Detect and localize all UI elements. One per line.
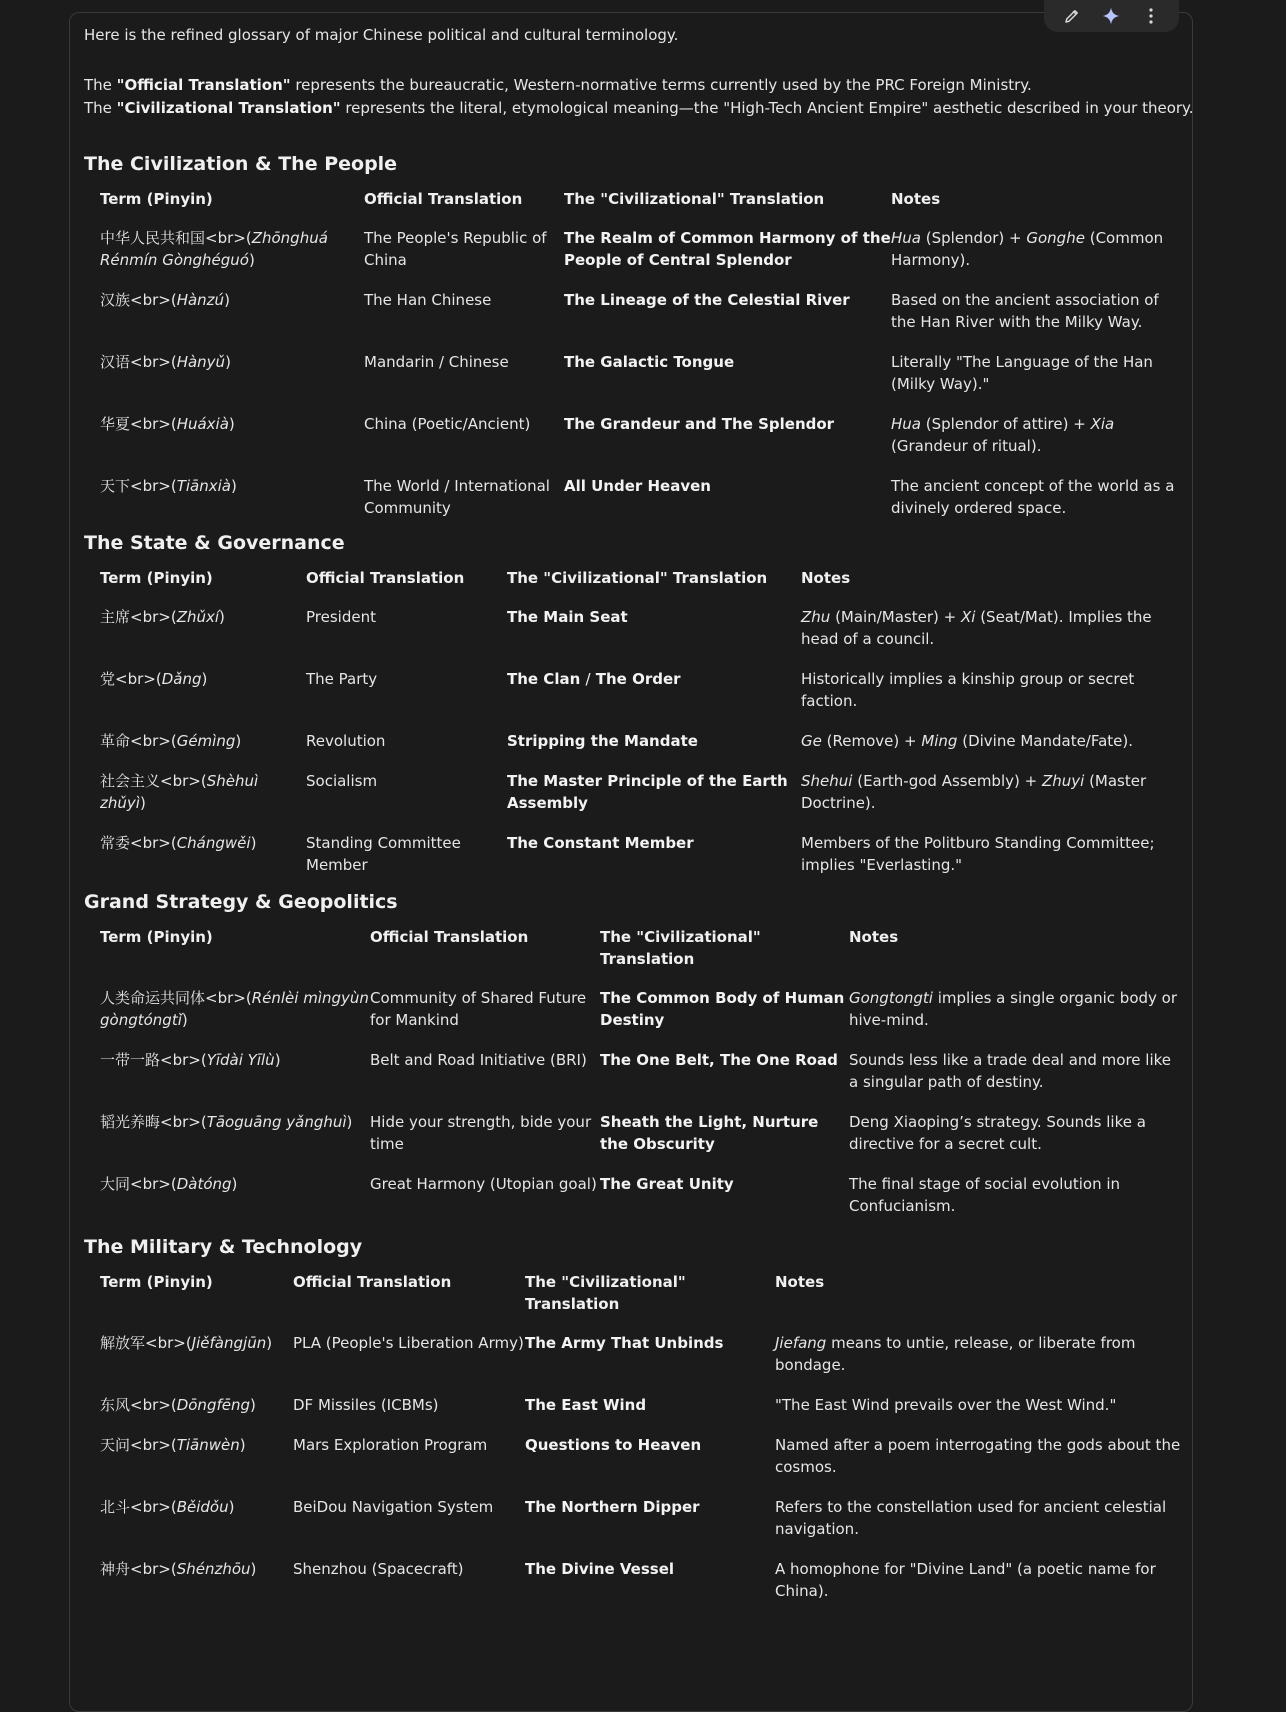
column-header-term: Term (Pinyin) bbox=[100, 928, 213, 946]
term-hanzi: 大同 bbox=[100, 1175, 131, 1193]
column-header-notes: Notes bbox=[801, 569, 851, 587]
official-translation-cell: The People's Republic of China bbox=[364, 229, 547, 269]
term-close-paren: ) bbox=[228, 415, 235, 433]
official-translation-cell: The Party bbox=[306, 670, 378, 688]
term-br-markup: <br>( bbox=[130, 1560, 177, 1578]
term-br-markup: <br>( bbox=[205, 989, 252, 1007]
term-br-markup: <br>( bbox=[130, 732, 177, 750]
pencil-icon bbox=[1063, 7, 1081, 25]
notes-cell: Members of the Politburo Standing Committee; implies "Everlasting." bbox=[801, 834, 1155, 874]
term-hanzi: 汉语 bbox=[100, 353, 131, 371]
term-cell bbox=[100, 404, 364, 466]
term-close-paren: ) bbox=[239, 1436, 246, 1454]
term-close-paren: ) bbox=[235, 732, 242, 750]
term-br-markup: <br>( bbox=[130, 477, 177, 495]
term-close-paren: ) bbox=[231, 1175, 238, 1193]
term-hanzi: 常委 bbox=[100, 834, 131, 852]
notes-cell: Based on the ancient association of the Han River with the Milky Way. bbox=[891, 291, 1159, 331]
term-pinyin: Jiěfàngjūn bbox=[191, 1334, 267, 1352]
glossary-table bbox=[100, 562, 1184, 885]
table-row bbox=[100, 1487, 1184, 1549]
term-cell bbox=[100, 1102, 370, 1164]
civilizational-translation-cell: The Divine Vessel bbox=[525, 1560, 675, 1578]
section-title: The State & Governance bbox=[84, 532, 345, 554]
term-br-markup: <br>( bbox=[130, 1396, 177, 1414]
term-cell bbox=[100, 1549, 293, 1611]
notes-cell: Literally "The Language of the Han (Milky Way)." bbox=[891, 353, 1153, 393]
official-translation-cell: Shenzhou (Spacecraft) bbox=[293, 1560, 464, 1578]
notes-cell: A homophone for "Divine Land" (a poetic name for China). bbox=[775, 1560, 1156, 1600]
civilizational-translation-cell: The Army That Unbinds bbox=[525, 1334, 724, 1352]
term-close-paren: ) bbox=[274, 1051, 281, 1069]
term-hanzi: 汉族 bbox=[100, 291, 131, 309]
official-translation-cell: Great Harmony (Utopian goal) bbox=[370, 1175, 597, 1193]
glossary-table bbox=[100, 921, 1184, 1226]
table-row bbox=[100, 342, 1184, 404]
desc-line1-post: represents the bureaucratic, Western-normative terms currently used by the PRC Foreign Ministry. bbox=[290, 76, 1032, 94]
term-hanzi: 革命 bbox=[100, 732, 131, 750]
term-cell bbox=[100, 659, 306, 721]
glossary-section bbox=[84, 889, 1184, 1226]
term-pinyin: Zhōnghuá Rénmín Gònghéguó bbox=[100, 229, 328, 269]
term-hanzi: 社会主义 bbox=[100, 772, 161, 790]
notes-cell: Sounds less like a trade deal and more like a singular path of destiny. bbox=[849, 1051, 1172, 1091]
term-hanzi: 一带一路 bbox=[100, 1051, 161, 1069]
term-cell bbox=[100, 1164, 370, 1226]
term-cell bbox=[100, 342, 364, 404]
desc-line1-pre: The bbox=[84, 76, 117, 94]
civilizational-translation-cell: The One Belt, The One Road bbox=[600, 1051, 838, 1069]
term-pinyin: Tiānwèn bbox=[176, 1436, 240, 1454]
term-hanzi: 中华人民共和国 bbox=[100, 229, 206, 247]
term-pinyin: Shèhuì zhǔyì bbox=[100, 772, 259, 812]
notes-cell: Shehui (Earth-god Assembly) + Zhuyi (Master Doctrine). bbox=[801, 772, 1147, 812]
term-br-markup: <br>( bbox=[130, 1498, 177, 1516]
desc-civilizational-label: "Civilizational Translation" bbox=[116, 99, 341, 117]
term-close-paren: ) bbox=[266, 1334, 273, 1352]
civilizational-translation-cell: The East Wind bbox=[525, 1396, 647, 1414]
term-br-markup: <br>( bbox=[160, 1113, 207, 1131]
term-close-paren: ) bbox=[346, 1113, 353, 1131]
term-close-paren: ) bbox=[250, 1560, 257, 1578]
term-hanzi: 北斗 bbox=[100, 1498, 131, 1516]
term-close-paren: ) bbox=[230, 477, 237, 495]
civilizational-translation-cell: All Under Heaven bbox=[564, 477, 711, 495]
term-cell bbox=[100, 1323, 293, 1385]
term-br-markup: <br>( bbox=[115, 670, 162, 688]
official-translation-cell: The Han Chinese bbox=[364, 291, 492, 309]
table-row bbox=[100, 721, 1184, 761]
official-translation-cell: The World / International Community bbox=[364, 477, 550, 517]
notes-cell: Deng Xiaoping’s strategy. Sounds like a directive for a secret cult. bbox=[849, 1113, 1146, 1153]
more-vertical-icon bbox=[1143, 7, 1159, 25]
civilizational-translation-cell: The Great Unity bbox=[600, 1175, 734, 1193]
column-header-official: Official Translation bbox=[306, 569, 465, 587]
civilizational-translation-cell: The Master Principle of the Earth Assembly bbox=[507, 772, 788, 812]
notes-cell: Historically implies a kinship group or secret faction. bbox=[801, 670, 1135, 710]
column-header-notes: Notes bbox=[849, 928, 899, 946]
table-header-row bbox=[100, 1266, 1184, 1323]
term-hanzi: 党 bbox=[100, 670, 116, 688]
table-header-row bbox=[100, 183, 1184, 218]
table-row bbox=[100, 659, 1184, 721]
term-pinyin: Běidǒu bbox=[176, 1498, 229, 1516]
glossary-section bbox=[84, 151, 1184, 528]
term-close-paren: ) bbox=[219, 608, 225, 626]
civilizational-translation-cell: Sheath the Light, Nurture the Obscurity bbox=[600, 1113, 819, 1153]
term-cell bbox=[100, 823, 306, 885]
term-hanzi: 天下 bbox=[100, 477, 131, 495]
official-translation-cell: PLA (People's Liberation Army) bbox=[293, 1334, 524, 1352]
term-cell bbox=[100, 1385, 293, 1425]
desc-line2-post: represents the literal, etymological meaning—the "High-Tech Ancient Empire" aesthetic described in your theory. bbox=[340, 99, 1194, 117]
term-close-paren: ) bbox=[224, 291, 230, 309]
column-header-official: Official Translation bbox=[364, 190, 523, 208]
column-header-civilizational: The "Civilizational" Translation bbox=[525, 1273, 686, 1313]
glossary-table bbox=[100, 1266, 1184, 1611]
official-translation-cell: President bbox=[306, 608, 376, 626]
glossary-section bbox=[84, 1234, 1184, 1611]
term-close-paren: ) bbox=[181, 1011, 188, 1029]
table-row bbox=[100, 1323, 1184, 1385]
table-row bbox=[100, 761, 1184, 823]
column-header-notes: Notes bbox=[891, 190, 941, 208]
term-br-markup: <br>( bbox=[145, 1334, 192, 1352]
term-close-paren: ) bbox=[225, 353, 231, 371]
official-translation-cell: Revolution bbox=[306, 732, 386, 750]
term-br-markup: <br>( bbox=[130, 1175, 177, 1193]
column-header-official: Official Translation bbox=[370, 928, 529, 946]
table-row bbox=[100, 1102, 1184, 1164]
term-close-paren: ) bbox=[228, 1498, 235, 1516]
term-cell bbox=[100, 721, 306, 761]
term-close-paren: ) bbox=[250, 1396, 256, 1414]
term-hanzi: 天问 bbox=[100, 1436, 131, 1454]
notes-cell: Named after a poem interrogating the gods about the cosmos. bbox=[775, 1436, 1181, 1476]
term-br-markup: <br>( bbox=[205, 229, 252, 247]
term-br-markup: <br>( bbox=[130, 291, 177, 309]
official-translation-cell: Belt and Road Initiative (BRI) bbox=[370, 1051, 587, 1069]
term-pinyin: Yīdài Yīlù bbox=[206, 1051, 275, 1069]
table-row bbox=[100, 404, 1184, 466]
official-translation-cell: Mandarin / Chinese bbox=[364, 353, 509, 371]
section-title: The Military & Technology bbox=[84, 1236, 363, 1258]
term-br-markup: <br>( bbox=[160, 1051, 207, 1069]
civilizational-translation-cell: The Galactic Tongue bbox=[564, 353, 735, 371]
term-close-paren: ) bbox=[250, 834, 257, 852]
term-pinyin: Dǎng bbox=[161, 670, 202, 688]
term-cell bbox=[100, 1425, 293, 1487]
notes-cell: Ge (Remove) + Ming (Divine Mandate/Fate). bbox=[801, 732, 1134, 750]
civilizational-translation-cell: Questions to Heaven bbox=[525, 1436, 702, 1454]
column-header-notes: Notes bbox=[775, 1273, 825, 1291]
term-cell bbox=[100, 761, 306, 823]
notes-cell: The final stage of social evolution in Confucianism. bbox=[849, 1175, 1121, 1215]
term-pinyin: Tāoguāng yǎnghuì bbox=[206, 1113, 347, 1131]
term-pinyin: Huáxià bbox=[176, 415, 229, 433]
table-header-row bbox=[100, 921, 1184, 978]
notes-cell: The ancient concept of the world as a divinely ordered space. bbox=[891, 477, 1175, 517]
table-row bbox=[100, 1164, 1184, 1226]
official-translation-cell: Socialism bbox=[306, 772, 378, 790]
term-close-paren: ) bbox=[201, 670, 208, 688]
term-pinyin: Dàtóng bbox=[176, 1175, 232, 1193]
message-toolbar bbox=[1044, 0, 1179, 32]
term-pinyin: Rénlèi mìngyùn gòngtóngtǐ bbox=[100, 989, 369, 1029]
term-cell bbox=[100, 978, 370, 1040]
section-title: Grand Strategy & Geopolitics bbox=[84, 891, 398, 913]
civilizational-translation-cell: The Constant Member bbox=[507, 834, 694, 852]
column-header-official: Official Translation bbox=[293, 1273, 452, 1291]
sparkle-icon bbox=[1101, 6, 1121, 26]
official-translation-cell: China (Poetic/Ancient) bbox=[364, 415, 531, 433]
notes-cell: Hua (Splendor of attire) + Xia (Grandeur of ritual). bbox=[891, 415, 1115, 455]
term-pinyin: Gémìng bbox=[176, 732, 236, 750]
term-pinyin: Hànzú bbox=[176, 291, 225, 309]
term-hanzi: 人类命运共同体 bbox=[100, 989, 206, 1007]
term-cell bbox=[100, 597, 306, 659]
term-hanzi: 东风 bbox=[100, 1396, 131, 1414]
notes-cell: Hua (Splendor) + Gonghe (Common Harmony). bbox=[891, 229, 1164, 269]
table-row bbox=[100, 280, 1184, 342]
ai-assist-button[interactable] bbox=[1096, 3, 1126, 29]
table-row bbox=[100, 823, 1184, 885]
term-br-markup: <br>( bbox=[130, 834, 177, 852]
notes-cell: Refers to the constellation used for ancient celestial navigation. bbox=[775, 1498, 1167, 1538]
table-row bbox=[100, 1040, 1184, 1102]
notes-cell: "The East Wind prevails over the West Wind." bbox=[775, 1396, 1117, 1414]
term-cell bbox=[100, 280, 364, 342]
table-row bbox=[100, 1425, 1184, 1487]
table-row bbox=[100, 597, 1184, 659]
table-row bbox=[100, 218, 1184, 280]
term-hanzi: 神舟 bbox=[100, 1560, 131, 1578]
term-hanzi: 解放军 bbox=[100, 1334, 146, 1352]
term-close-paren: ) bbox=[248, 251, 255, 269]
term-hanzi: 主席 bbox=[100, 608, 131, 626]
notes-cell: Zhu (Main/Master) + Xi (Seat/Mat). Implies the head of a council. bbox=[801, 608, 1152, 648]
term-br-markup: <br>( bbox=[130, 1436, 177, 1454]
notes-cell: Gongtongti implies a single organic body or hive-mind. bbox=[849, 989, 1178, 1029]
section-title: The Civilization & The People bbox=[84, 153, 398, 175]
official-translation-cell: Standing Committee Member bbox=[306, 834, 461, 874]
message-content bbox=[84, 24, 1194, 1611]
glossary-sections bbox=[84, 151, 1184, 1611]
civilizational-translation-cell: The Realm of Common Harmony of the People of Central Splendor bbox=[564, 229, 891, 269]
civilizational-translation-cell: The Clan / The Order bbox=[507, 670, 681, 688]
term-pinyin: Chángwěi bbox=[176, 834, 251, 852]
civilizational-translation-cell: The Lineage of the Celestial River bbox=[564, 291, 850, 309]
description bbox=[84, 74, 1194, 120]
intro-text: Here is the refined glossary of major Chinese political and cultural terminology. bbox=[84, 26, 679, 44]
term-cell bbox=[100, 466, 364, 528]
civilizational-translation-cell: Stripping the Mandate bbox=[507, 732, 698, 750]
civilizational-translation-cell: The Common Body of Human Destiny bbox=[600, 989, 845, 1029]
civilizational-translation-cell: The Grandeur and The Splendor bbox=[564, 415, 835, 433]
official-translation-cell: DF Missiles (ICBMs) bbox=[293, 1396, 439, 1414]
column-header-civilizational: The "Civilizational" Translation bbox=[600, 928, 761, 968]
official-translation-cell: BeiDou Navigation System bbox=[293, 1498, 494, 1516]
official-translation-cell: Mars Exploration Program bbox=[293, 1436, 488, 1454]
term-hanzi: 华夏 bbox=[100, 415, 131, 433]
more-options-button[interactable] bbox=[1136, 3, 1166, 29]
term-pinyin: Shénzhōu bbox=[176, 1560, 251, 1578]
desc-line2-pre: The bbox=[84, 99, 117, 117]
glossary-table bbox=[100, 183, 1184, 528]
glossary-section bbox=[84, 530, 1184, 885]
term-hanzi: 韬光养晦 bbox=[100, 1113, 161, 1131]
term-br-markup: <br>( bbox=[130, 415, 177, 433]
term-br-markup: <br>( bbox=[130, 353, 177, 371]
table-row bbox=[100, 978, 1184, 1040]
table-row bbox=[100, 1549, 1184, 1611]
official-translation-cell: Community of Shared Future for Mankind bbox=[370, 989, 587, 1029]
term-pinyin: Zhǔxí bbox=[176, 608, 220, 626]
table-header-row bbox=[100, 562, 1184, 597]
edit-button[interactable] bbox=[1057, 3, 1087, 29]
column-header-term: Term (Pinyin) bbox=[100, 190, 213, 208]
term-cell bbox=[100, 1040, 370, 1102]
term-br-markup: <br>( bbox=[160, 772, 207, 790]
term-close-paren: ) bbox=[139, 794, 146, 812]
term-cell bbox=[100, 1487, 293, 1549]
civilizational-translation-cell: The Northern Dipper bbox=[525, 1498, 700, 1516]
column-header-term: Term (Pinyin) bbox=[100, 1273, 213, 1291]
official-translation-cell: Hide your strength, bide your time bbox=[370, 1113, 592, 1153]
term-pinyin: Dōngfēng bbox=[176, 1396, 250, 1414]
notes-cell: Jiefang means to untie, release, or liberate from bondage. bbox=[775, 1334, 1136, 1374]
term-br-markup: <br>( bbox=[130, 608, 177, 626]
civilizational-translation-cell: The Main Seat bbox=[507, 608, 628, 626]
term-pinyin: Hànyǔ bbox=[176, 353, 226, 371]
column-header-term: Term (Pinyin) bbox=[100, 569, 213, 587]
table-row bbox=[100, 1385, 1184, 1425]
desc-official-label: "Official Translation" bbox=[116, 76, 291, 94]
table-row bbox=[100, 466, 1184, 528]
column-header-civilizational: The "Civilizational" Translation bbox=[507, 569, 768, 587]
term-cell bbox=[100, 218, 364, 280]
column-header-civilizational: The "Civilizational" Translation bbox=[564, 190, 825, 208]
term-pinyin: Tiānxià bbox=[176, 477, 231, 495]
